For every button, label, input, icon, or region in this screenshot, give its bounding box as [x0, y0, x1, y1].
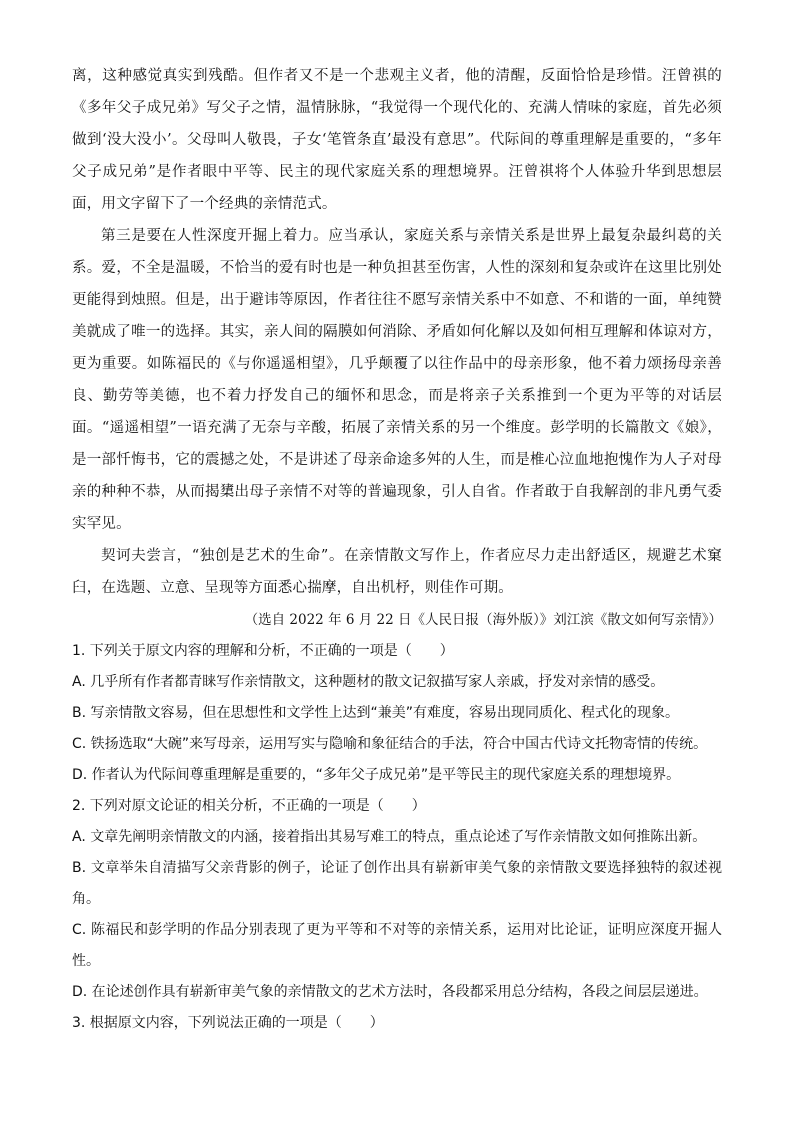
question-1-option-d: D. 作者认为代际间尊重理解是重要的，“多年父子成兄弟”是平等民主的现代家庭关系的理想境界。 [72, 767, 681, 783]
article-paragraph-2: 第三是要在人性深度开掘上着力。应当承认，家庭关系与亲情关系是世界上最复杂最纠葛的关系。爱，不全是温暖，不恰当的爱有时也是一种负担甚至伤害，人性的深刻和复杂或许在这里比别处更能得到烛照。但是，出于避讳等原因，作者往往不愿写亲情关系中不如意、不和谐的一面，单纯赞美就成了唯一的选择。其实，亲人间的隔膜如何消除、矛盾如何化解以及如何相互理解和体谅对方，更为重要。如陈福民的《与你遥遥相望》，几乎颠覆了以往作品中的母亲形象，他不着力颂扬母亲善良、勤劳等美德，也不着力抒发自己的缅怀和思念，而是将亲子关系推到一个更为平等的对话层面。“遥遥相望”一语充满了无奈与辛酸，拓展了亲情关系的另一个维度。彭学明的长篇散文《娘》，是一部忏悔书，它的震撼之处，不是讲述了母亲命途多舛的人生，而是椎心泣血地抱愧作为人子对母亲的种种不恭，从而揭橥出母子亲情不对等的普遍现象，引人自省。作者敢于自我解剖的非凡勇气委实罕见。 [72, 228, 722, 532]
question-1-option-a: A. 几乎所有作者都青睐写作亲情散文，这种题材的散文记叙描写家人亲戚，抒发对亲情的感受。 [72, 674, 665, 690]
article-source: （选自 2022 年 6 月 22 日《人民日报（海外版）》刘江滨《散文如何写亲情》） [244, 612, 722, 628]
article-paragraph-3: 契诃夫尝言，“独创是艺术的生命”。在亲情散文写作上，作者应尽力走出舒适区，规避艺术窠臼，在选题、立意、呈现等方面悉心揣摩，自出机杼，则佳作可期。 [72, 548, 722, 596]
question-2-option-c: C. 陈福民和彭学明的作品分别表现了更为平等和不对等的亲情关系，运用对比论证，证明应深度开掘人性。 [72, 922, 722, 969]
question-3-stem: 3. 根据原文内容，下列说法正确的一项是（ ） [72, 1015, 384, 1031]
question-1-stem: 1. 下列关于原文内容的理解和分析，不正确的一项是（ ） [72, 643, 454, 659]
question-2-option-b: B. 文章举朱自清描写父亲背影的例子，论证了创作出具有崭新审美气象的亲情散文要选择独特的叙述视角。 [72, 860, 722, 907]
question-2-stem: 2. 下列对原文论证的相关分析，不正确的一项是（ ） [72, 798, 426, 814]
page-content [72, 60, 722, 1039]
article-paragraph-1: 离，这种感觉真实到残酷。但作者又不是一个悲观主义者，他的清醒，反面恰恰是珍惜。汪曾祺的《多年父子成兄弟》写父子之情，温情脉脉，“我觉得一个现代化的、充满人情味的家庭，首先必须做到‘没大没小’。父母叫人敬畏，子女‘笔管条直’最没有意思”。代际间的尊重理解是重要的，“多年父子成兄弟”是作者眼中平等、民主的现代家庭关系的理想境界。汪曾祺将个人体验升华到思想层面，用文字留下了一个经典的亲情范式。 [72, 68, 722, 212]
question-1-option-b: B. 写亲情散文容易，但在思想性和文学性上达到“兼美”有难度，容易出现同质化、程式化的现象。 [72, 705, 680, 721]
question-2-option-d: D. 在论述创作具有崭新审美气象的亲情散文的艺术方法时，各段都采用总分结构，各段之间层层递进。 [72, 984, 708, 1000]
question-1-option-c: C. 铁扬选取“大碗”来写母亲，运用写实与隐喻和象征结合的手法，符合中国古代诗文托物寄情的传统。 [72, 736, 708, 752]
question-2-option-a: A. 文章先阐明亲情散文的内涵，接着指出其易写难工的特点，重点论述了写作亲情散文如何推陈出新。 [72, 829, 707, 845]
